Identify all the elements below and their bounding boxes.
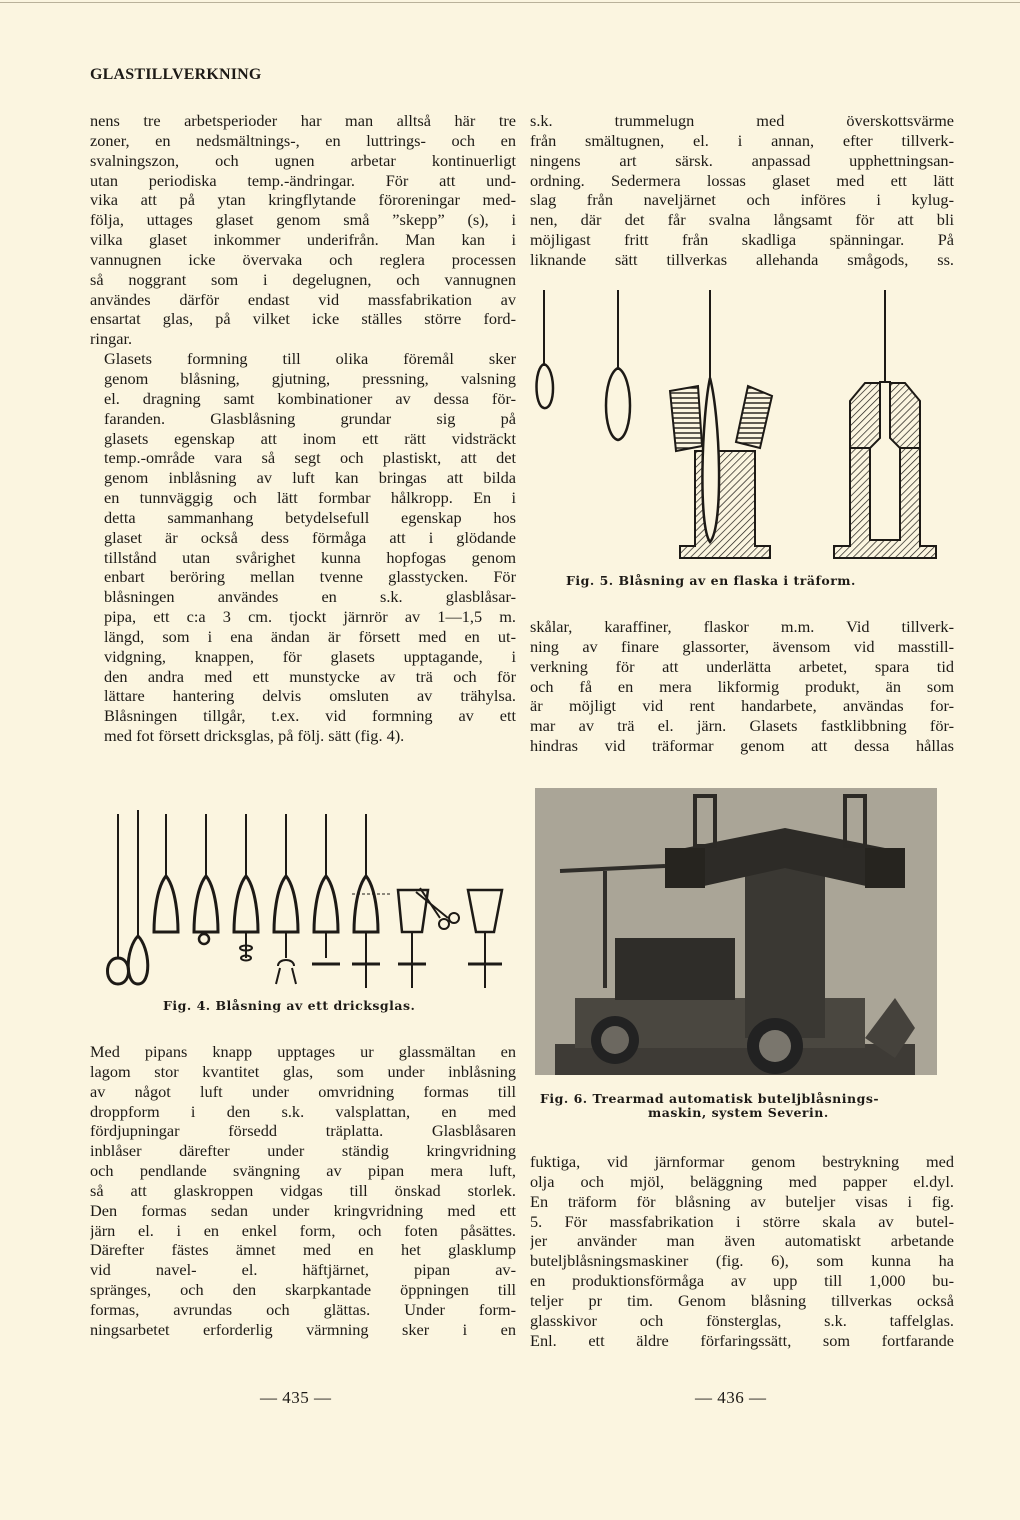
paragraph — [530, 111, 954, 270]
text-line: den andra med ett munstycke av trä och för — [104, 666, 516, 686]
text-line: ordning. Sedermera lossas glaset med ett lätt — [530, 170, 954, 190]
paragraph — [90, 111, 516, 349]
text-line: blåsningen användes en s.k. glasblåsar- — [104, 587, 516, 607]
right-column-mid — [530, 617, 954, 756]
text-line: vika att på ytan kringflytande föroreningar med- — [90, 190, 516, 210]
text-line: Blåsningen tillgår, t.ex. vid formning av ett — [104, 706, 516, 726]
paragraph — [90, 1042, 516, 1340]
text-line: skålar, karaffiner, flaskor m.m. Vid tillverk- — [530, 617, 954, 636]
paragraph — [530, 1152, 954, 1350]
text-line: är möjligt vid rent handarbete, användas for- — [530, 696, 954, 716]
text-line: svalningszon, och ugnen arbetar kontinuerligt — [90, 150, 516, 170]
text-line: Med pipans knapp upptages ur glassmältan en — [90, 1042, 516, 1061]
right-column-top — [530, 111, 954, 270]
left-column-bottom — [90, 1042, 516, 1340]
text-line: fördjupningar försedd träplatta. Glasblåsaren — [90, 1121, 516, 1141]
text-line: lagom stor kvantitet glas, som under inblåsning — [90, 1061, 516, 1081]
text-line: genom blåsning, gjutning, pressning, valsning — [104, 368, 516, 388]
text-line: hindras vid träformar genom att dessa hållas — [530, 736, 954, 756]
text-line: och pendlande svängning av pipan mera luft, — [90, 1161, 516, 1181]
figure-4-caption: Fig. 4. Blåsning av ett dricksglas. — [163, 998, 416, 1013]
text-line: En träform för blåsning av buteljer visas i fig. — [530, 1191, 954, 1211]
figure-6 — [535, 788, 937, 1075]
text-line: och få en mera likformig produkt, än som — [530, 676, 954, 696]
text-line: pipa, ett c:a 3 cm. tjockt järnrör av 1—1,5 m. — [104, 607, 516, 627]
text-line: nens tre arbetsperioder har man alltså här tre — [90, 111, 516, 130]
text-line: av något luft under omvridning formas till — [90, 1081, 516, 1101]
text-line: glasskivor och fönsterglas, s.k. taffelglas. — [530, 1310, 954, 1330]
figure-5-caption: Fig. 5. Blåsning av en flaska i träform. — [566, 573, 856, 588]
text-line: liknande sätt tillverkas allehanda smågods, ss. — [530, 249, 954, 269]
text-line: glaset är också dess förmåga att i glödande — [104, 527, 516, 547]
right-column-bottom — [530, 1152, 954, 1350]
left-column-top — [90, 111, 516, 746]
figure-4 — [98, 808, 518, 988]
text-line: glasets egenskap att inom ett rätt vidsträckt — [104, 428, 516, 448]
text-line: ning av finare glassorter, ävensom vid masstill- — [530, 636, 954, 656]
text-line: vidgning, knappen, för glasets upptagande, i — [104, 646, 516, 666]
text-line: Därefter fästes ämnet med en het glasklump — [90, 1240, 516, 1260]
text-line: olja och mjöl, beläggning med papper el.dyl. — [530, 1171, 954, 1191]
text-line: genom inblåsning av luft kan bringas att bilda — [104, 468, 516, 488]
text-line: vilka glaset inkommer underifrån. Man kan i — [90, 230, 516, 250]
text-line: så att glaskroppen vidgas till önskad storlek. — [90, 1180, 516, 1200]
text-line: en tunnväggig och lätt formbar hålkropp. En i — [104, 488, 516, 508]
text-line: längd, som i ena ändan är försett med en ut- — [104, 626, 516, 646]
text-line: droppform i den s.k. valsplattan, en med — [90, 1101, 516, 1121]
bottle-machine-photo — [535, 788, 937, 1075]
text-line: Den formas sedan under kringvridning med ett — [90, 1200, 516, 1220]
running-head: GLASTILLVERKNING — [90, 66, 262, 83]
text-line: formas, avrundas och glättas. Under form- — [90, 1299, 516, 1319]
text-line: faranden. Glasblåsning grundar sig på — [104, 408, 516, 428]
text-line: med fot försett dricksglas, på följ. sätt (fig. 4). — [104, 726, 405, 746]
text-line: nen, där det får svalna långsamt för att bli — [530, 210, 954, 230]
text-line: fuktiga, vid järnformar genom bestrykning med — [530, 1152, 954, 1171]
text-line: lättare hantering delvis omsluten av trähylsa. — [104, 686, 516, 706]
text-line: utan periodiska temp.-ändringar. För att und- — [90, 170, 516, 190]
paragraph — [530, 617, 954, 756]
text-line: ningsarbetet erforderlig värmning sker i en — [90, 1319, 516, 1339]
text-line: en produktionsförmåga av upp till 1,000 bu- — [530, 1271, 954, 1291]
text-line: järn el. i en enkel form, och foten påsättes. — [90, 1220, 516, 1240]
text-line: s.k. trummelugn med överskottsvärme — [530, 111, 954, 130]
text-line: zoner, en nedsmältnings-, en luttrings- och en — [90, 130, 516, 150]
text-line: användes därför endast vid massfabrikation av — [90, 289, 516, 309]
text-line: vannugnen icke övervaka och reglera processen — [90, 249, 516, 269]
text-line: tillstånd utan svårighet kunna hopfogas genom — [104, 547, 516, 567]
text-line: el. dragning samt kombinationer av dessa för- — [104, 388, 516, 408]
page-number-right: — 436 — — [695, 1388, 767, 1407]
text-line: detta sammanhang betydelsefull egenskap hos — [104, 507, 516, 527]
text-line: teljer pr tim. Genom blåsning tillverkas också — [530, 1290, 954, 1310]
text-line: från smältugnen, el. i annan, efter tillverk- — [530, 130, 954, 150]
text-line: följa, uttages glaset genom små ”skepp” (s), i — [90, 210, 516, 230]
text-line: mar av trä el. järn. Glasets fastklibbning för- — [530, 716, 954, 736]
text-line: ringar. — [90, 329, 133, 349]
figure-6-caption — [540, 1092, 960, 1120]
text-line: spränges, och den skarpkantade öppningen till — [90, 1280, 516, 1300]
text-line: Glasets formning till olika föremål sker — [104, 349, 516, 369]
figure-6-caption-line2: maskin, system Severin. — [648, 1105, 829, 1120]
text-line: 5. För massfabrikation i större skala av butel- — [530, 1211, 954, 1231]
figure-5 — [530, 286, 950, 566]
page-number-left: — 435 — — [260, 1388, 332, 1407]
text-line: enbart beröring mellan tvenne glasstycken. För — [104, 567, 516, 587]
text-line: temp.-område vara så segt och plastiskt, att det — [104, 448, 516, 468]
text-line: vid navel- el. häftjärnet, pipan av- — [90, 1260, 516, 1280]
text-line: Enl. ett äldre förfaringssätt, som fortfarande — [530, 1330, 954, 1350]
glassblowing-stages-illustration — [98, 808, 518, 988]
paragraph — [90, 349, 516, 746]
figure-6-caption-line1: Fig. 6. Trearmad automatisk buteljblåsnings- — [540, 1091, 880, 1106]
bottle-mold-illustration — [530, 286, 950, 566]
text-line: ningens art särsk. anpassad upphettningsan- — [530, 150, 954, 170]
text-line: buteljblåsningsmaskiner (fig. 6), som kunna ha — [530, 1251, 954, 1271]
page-top-edge — [0, 2, 1020, 3]
text-line: slag från naveljärnet och införes i kylug- — [530, 190, 954, 210]
text-line: verkning för att underlätta arbetet, spara tid — [530, 656, 954, 676]
text-line: ensartat glas, på vilket icke ställes större ford- — [90, 309, 516, 329]
text-line: inblåser därefter under ständig kringvridning — [90, 1141, 516, 1161]
text-line: så noggrant som i degelugnen, och vannugnen — [90, 269, 516, 289]
text-line: möjligast fritt från skadliga spänningar. På — [530, 230, 954, 250]
text-line: jer använder man även automatiskt arbetande — [530, 1231, 954, 1251]
